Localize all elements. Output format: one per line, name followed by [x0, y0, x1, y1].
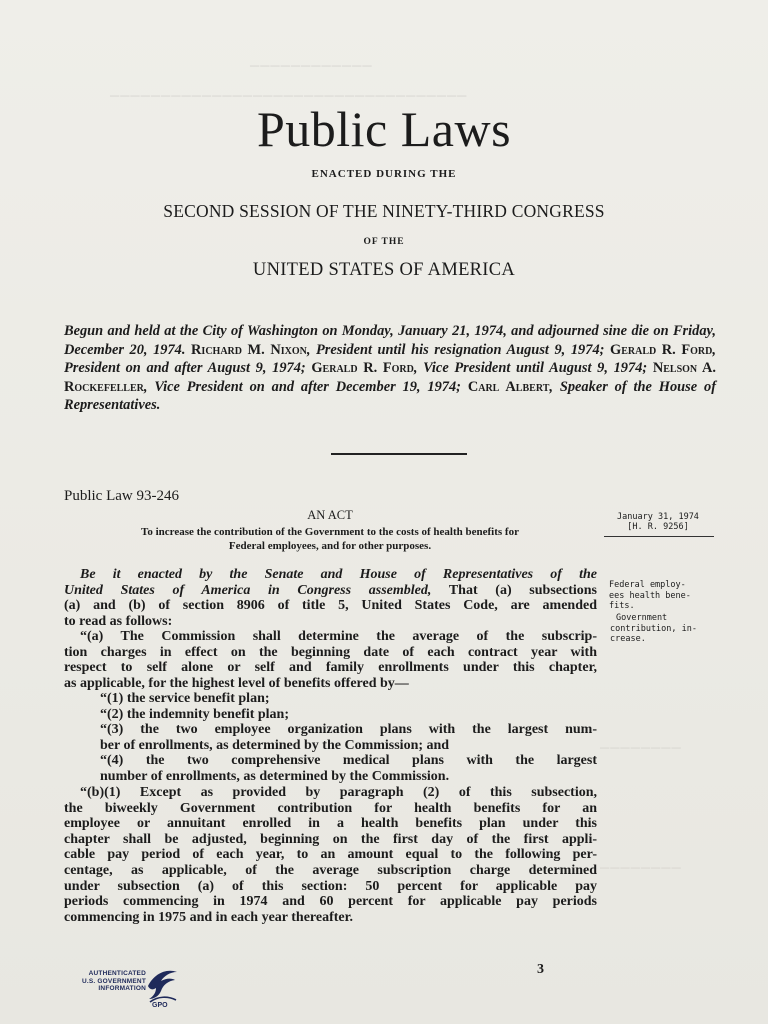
eagle-icon	[144, 966, 180, 1008]
bleed-through-text: ────────	[600, 860, 682, 875]
officer-name: Richard M. Nixon	[191, 341, 307, 358]
officer-name: Gerald R. Ford	[311, 360, 414, 377]
enactment-date: January 31, 1974	[617, 512, 699, 522]
officer-name: Nelson A. Rockefeller	[64, 360, 716, 395]
logo-text: AUTHENTICATED U.S. GOVERNMENT INFORMATION	[81, 970, 146, 992]
list-item: “(1) the service benefit plan;	[100, 691, 270, 706]
an-act-heading: AN ACT	[307, 508, 353, 522]
margin-note-federal-health-benefits: Federal employ- ees health bene- fits.	[609, 580, 691, 611]
gpo-label: GPO	[152, 1002, 168, 1008]
list-item: “(4) the two comprehensive medical plans with the largest	[100, 753, 597, 769]
list-item: “(2) the indemnity benefit plan;	[100, 706, 289, 722]
session-intro-paragraph: Begun and held at the City of Washington on Monday, January 21, 1974, and adjourned sine die on Friday, December 20, 1974. Richard M. Nixon, President until his resignation August 9, 1974; Gerald R. Ford, President on and after August 9, 1974; Gerald R. Ford, Vice President until August 9, 1974; Nelson A. Rockefeller, Vice President on and after December 19, 1974; Carl Albert, Speaker of the House of Representatives.	[64, 323, 717, 414]
margin-date-note	[604, 512, 712, 532]
bleed-through-text: ───────────────────────────────────	[110, 88, 468, 103]
enacting-clause: Be it enacted by the Senate and House of Representatives of the United States of America in Congress assembled, That (a) subsections (a) and (b) of section 8906 of title 5, United States Code, are amended to read as follows:	[64, 567, 597, 629]
enacted-during-line: ENACTED DURING THE	[311, 168, 457, 180]
subsection-b: “(b)(1) Except as provided by paragraph (2) of this subsection, the biweekly Government contribution for health benefits for an employee or annuitant enrolled in a health benefits plan under this chapter shall be adjusted, beginning on the first day of the first appli- cable pay period of each year, to an amount equal to the following per- centage, as applicable, of the average subscription charge determined under subsection (a) of this section: 50 percent for applicable pay periods commencing in 1974 and 60 percent for applicable pay periods commencing in 1975 and in each year thereafter.	[64, 785, 597, 925]
margin-divider	[604, 536, 714, 537]
section-divider	[331, 453, 467, 455]
bleed-through-text: ────────	[600, 740, 682, 755]
subsection-a-items: “(1) the service benefit plan; “(2) the indemnity benefit plan; “(3) the two employee organization plans with the largest num- ber of enrollments, as determined by the Commission; and “(4) the two comprehensive medical plans with the largest number of enrollments, as determined by the Commission.	[64, 691, 597, 785]
act-purpose: To increase the contribution of the Government to the costs of health benefits for Federal employees, and for other purposes.	[141, 526, 519, 552]
officer-name: Carl Albert	[467, 378, 550, 395]
subsection-a: “(a) The Commission shall determine the average of the subscrip- tion charges in effect on the beginning date of each contract year with respect to self alone or self and family enrollments under this chapter, as applicable, for the highest level of benefits offered by—	[64, 629, 597, 691]
country-heading: UNITED STATES OF AMERICA	[252, 260, 516, 280]
officer-name: Gerald R. Ford	[610, 341, 713, 358]
gpo-authenticated-logo	[62, 966, 182, 1008]
document-title: Public Laws	[256, 101, 512, 157]
of-the-line: OF THE	[363, 237, 405, 247]
page-number: 3	[537, 962, 544, 977]
bill-number: [H. R. 9256]	[627, 522, 689, 532]
margin-note-government-contribution: Government contribution, in- crease.	[610, 613, 697, 644]
congress-session-heading: SECOND SESSION OF THE NINETY-THIRD CONGRESS	[163, 201, 605, 221]
list-item: “(3) the two employee organization plans with the largest num-	[100, 722, 597, 738]
bleed-through-text: ────────────	[250, 58, 373, 73]
public-law-number: Public Law 93-246	[64, 488, 179, 504]
